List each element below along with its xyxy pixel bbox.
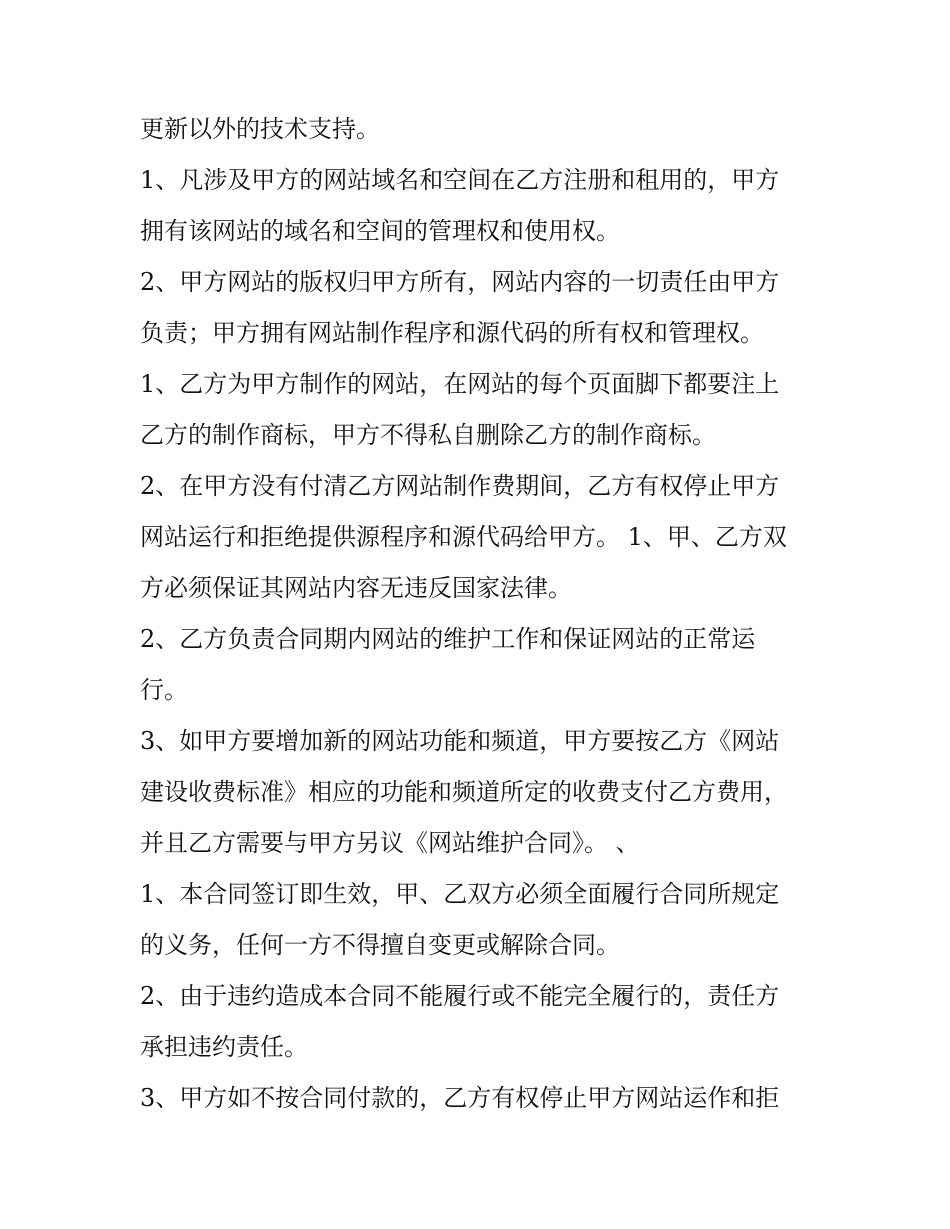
text-line: 建设收费标准》相应的功能和频道所定的收费支付乙方费用， (140, 778, 788, 806)
text-line: 1、乙方为甲方制作的网站，在网站的每个页面脚下都要注上 (140, 370, 780, 398)
text-line: 1、凡涉及甲方的网站域名和空间在乙方注册和租用的，甲方 (140, 166, 780, 194)
text-line: 方必须保证其网站内容无违反国家法律。 (140, 574, 572, 602)
text-line: 负责；甲方拥有网站制作程序和源代码的所有权和管理权。 (140, 319, 764, 347)
text-line: 并且乙方需要与甲方另议《网站维护合同》。 、 (140, 829, 640, 857)
text-line: 更新以外的技术支持。 (140, 115, 380, 143)
text-line: 2、由于违约造成本合同不能履行或不能完全履行的，责任方 (140, 982, 780, 1010)
text-line: 2、乙方负责合同期内网站的维护工作和保证网站的正常运 (140, 625, 756, 653)
text-line: 乙方的制作商标，甲方不得私自删除乙方的制作商标。 (140, 421, 716, 449)
text-line: 承担违约责任。 (140, 1033, 308, 1061)
text-line: 2、在甲方没有付清乙方网站制作费期间，乙方有权停止甲方 (140, 472, 780, 500)
text-line: 2、甲方网站的版权归甲方所有，网站内容的一切责任由甲方 (140, 268, 780, 296)
text-line: 3、甲方如不按合同付款的，乙方有权停止甲方网站运作和拒 (140, 1084, 780, 1112)
text-line: 的义务，任何一方不得擅自变更或解除合同。 (140, 931, 620, 959)
text-line: 拥有该网站的域名和空间的管理权和使用权。 (140, 217, 620, 245)
text-line: 网站运行和拒绝提供源程序和源代码给甲方。 1、甲、乙方双 (140, 523, 787, 551)
text-line: 行。 (140, 676, 188, 704)
document-body (140, 104, 820, 1124)
text-line: 3、如甲方要增加新的网站功能和频道，甲方要按乙方《网站 (140, 727, 780, 755)
text-line: 1、本合同签订即生效，甲、乙双方必须全面履行合同所规定 (140, 880, 780, 908)
